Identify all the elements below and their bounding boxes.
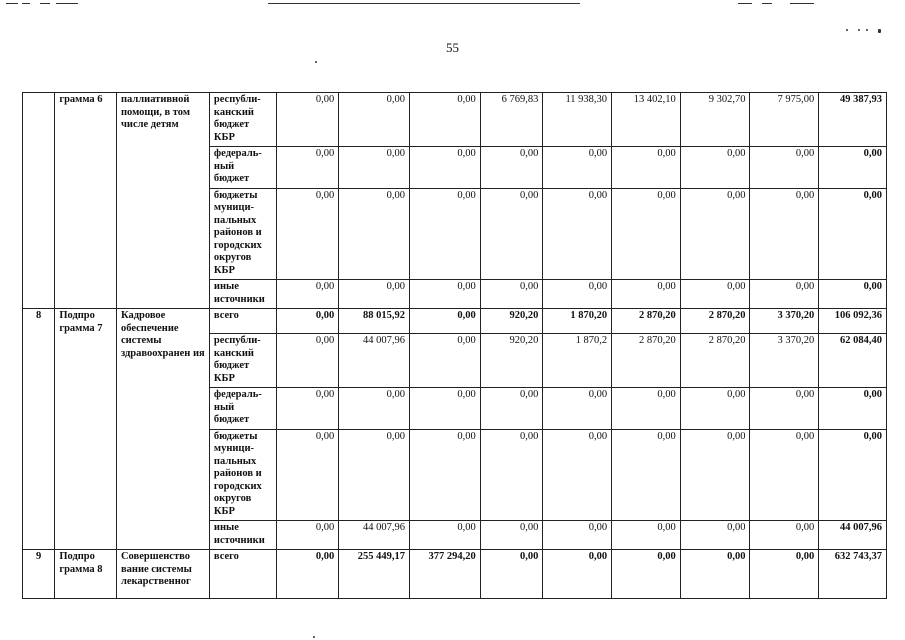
value-cell: 0,00	[680, 521, 750, 550]
value-cell: 0,00	[409, 334, 480, 388]
scan-mark	[268, 3, 580, 4]
value-cell: 0,00	[750, 550, 819, 599]
total-cell: 0,00	[819, 429, 887, 521]
value-cell: 13 402,10	[612, 93, 681, 147]
value-cell: 0,00	[543, 550, 612, 599]
value-cell: 0,00	[680, 429, 750, 521]
scan-mark	[738, 3, 752, 4]
value-cell: 0,00	[409, 188, 480, 280]
value-cell: 0,00	[276, 309, 339, 334]
value-cell: 0,00	[680, 280, 750, 309]
budget-table	[22, 92, 887, 599]
value-cell: 0,00	[612, 147, 681, 189]
value-cell: 0,00	[409, 93, 480, 147]
scan-mark	[790, 3, 814, 4]
value-cell: 0,00	[276, 188, 339, 280]
value-cell: 44 007,96	[339, 334, 410, 388]
scan-dot	[315, 61, 317, 63]
scan-dot	[313, 636, 315, 638]
value-cell: 2 870,20	[680, 334, 750, 388]
value-cell: 2 870,20	[612, 309, 681, 334]
scan-mark	[22, 3, 30, 4]
value-cell: 377 294,20	[409, 550, 480, 599]
value-cell: 0,00	[339, 388, 410, 430]
value-cell: 0,00	[409, 147, 480, 189]
value-cell: 0,00	[543, 429, 612, 521]
subprogram-label: Подпро грамма 7	[55, 309, 117, 550]
value-cell: 0,00	[612, 188, 681, 280]
value-cell: 0,00	[276, 334, 339, 388]
value-cell: 0,00	[612, 388, 681, 430]
value-cell: 11 938,30	[543, 93, 612, 147]
value-cell: 0,00	[612, 521, 681, 550]
scan-mark	[6, 3, 18, 4]
value-cell: 0,00	[543, 521, 612, 550]
value-cell: 0,00	[339, 429, 410, 521]
scan-mark	[762, 3, 772, 4]
scan-mark	[56, 3, 78, 4]
value-cell: 0,00	[680, 188, 750, 280]
value-cell: 0,00	[276, 93, 339, 147]
funding-source: всего	[209, 550, 276, 599]
subprogram-name: Совершенство вание системы лекарственног	[116, 550, 209, 599]
subprogram-name: Кадровое обеспечение системы здравоохранен ия	[116, 309, 209, 550]
value-cell: 0,00	[276, 550, 339, 599]
subprogram-name: паллиативной помощи, в том числе детям	[116, 93, 209, 309]
value-cell: 1 870,2	[543, 334, 612, 388]
value-cell: 0,00	[409, 309, 480, 334]
value-cell: 0,00	[750, 147, 819, 189]
scan-mark	[40, 3, 50, 4]
value-cell: 0,00	[543, 388, 612, 430]
value-cell: 3 370,20	[750, 309, 819, 334]
value-cell: 0,00	[750, 280, 819, 309]
value-cell: 0,00	[680, 388, 750, 430]
value-cell: 0,00	[409, 429, 480, 521]
funding-source: федераль-ный бюджет	[209, 147, 276, 189]
value-cell: 0,00	[409, 280, 480, 309]
value-cell: 6 769,83	[480, 93, 543, 147]
funding-source: бюджеты муници-пальных районов и городских округов КБР	[209, 188, 276, 280]
funding-source: иные источники	[209, 521, 276, 550]
value-cell: 0,00	[750, 429, 819, 521]
value-cell: 0,00	[480, 280, 543, 309]
subprogram-label: Подпро грамма 8	[55, 550, 117, 599]
value-cell: 920,20	[480, 334, 543, 388]
value-cell: 0,00	[339, 147, 410, 189]
value-cell: 2 870,20	[680, 309, 750, 334]
value-cell: 44 007,96	[339, 521, 410, 550]
value-cell: 0,00	[612, 280, 681, 309]
funding-source: иные источники	[209, 280, 276, 309]
value-cell: 0,00	[543, 188, 612, 280]
value-cell: 1 870,20	[543, 309, 612, 334]
value-cell: 0,00	[680, 147, 750, 189]
value-cell: 0,00	[339, 93, 410, 147]
value-cell: 0,00	[276, 388, 339, 430]
total-cell: 632 743,37	[819, 550, 887, 599]
value-cell: 0,00	[612, 550, 681, 599]
total-cell: 0,00	[819, 188, 887, 280]
value-cell: 88 015,92	[339, 309, 410, 334]
value-cell: 0,00	[750, 188, 819, 280]
scan-dot	[866, 29, 868, 31]
value-cell: 0,00	[480, 188, 543, 280]
value-cell: 0,00	[612, 429, 681, 521]
value-cell: 0,00	[480, 521, 543, 550]
value-cell: 0,00	[480, 429, 543, 521]
value-cell: 0,00	[339, 280, 410, 309]
value-cell: 0,00	[480, 550, 543, 599]
value-cell: 0,00	[276, 429, 339, 521]
page-number: 55	[446, 40, 459, 55]
value-cell: 0,00	[276, 521, 339, 550]
funding-source: федераль-ный бюджет	[209, 388, 276, 430]
funding-source: республи-канский бюджет КБР	[209, 334, 276, 388]
row-number: 8	[23, 309, 55, 550]
value-cell: 7 975,00	[750, 93, 819, 147]
total-cell: 44 007,96	[819, 521, 887, 550]
total-cell: 62 084,40	[819, 334, 887, 388]
total-cell: 0,00	[819, 280, 887, 309]
total-cell: 49 387,93	[819, 93, 887, 147]
value-cell: 0,00	[543, 147, 612, 189]
value-cell: 0,00	[543, 280, 612, 309]
funding-source: всего	[209, 309, 276, 334]
value-cell: 0,00	[339, 188, 410, 280]
scan-dot	[878, 29, 881, 33]
value-cell: 0,00	[480, 147, 543, 189]
value-cell: 0,00	[276, 280, 339, 309]
total-cell: 0,00	[819, 388, 887, 430]
funding-source: республи-канский бюджет КБР	[209, 93, 276, 147]
row-number: 9	[23, 550, 55, 599]
value-cell: 2 870,20	[612, 334, 681, 388]
value-cell: 0,00	[409, 521, 480, 550]
scan-dot	[846, 29, 848, 31]
value-cell: 0,00	[409, 388, 480, 430]
total-cell: 106 092,36	[819, 309, 887, 334]
value-cell: 0,00	[750, 521, 819, 550]
value-cell: 920,20	[480, 309, 543, 334]
total-cell: 0,00	[819, 147, 887, 189]
value-cell: 0,00	[750, 388, 819, 430]
value-cell: 0,00	[480, 388, 543, 430]
value-cell: 255 449,17	[339, 550, 410, 599]
value-cell: 0,00	[680, 550, 750, 599]
subprogram-label: грамма 6	[55, 93, 117, 309]
value-cell: 3 370,20	[750, 334, 819, 388]
funding-source: бюджеты муници-пальных районов и городских округов КБР	[209, 429, 276, 521]
row-number	[23, 93, 55, 309]
scan-dot	[858, 29, 860, 31]
value-cell: 9 302,70	[680, 93, 750, 147]
value-cell: 0,00	[276, 147, 339, 189]
